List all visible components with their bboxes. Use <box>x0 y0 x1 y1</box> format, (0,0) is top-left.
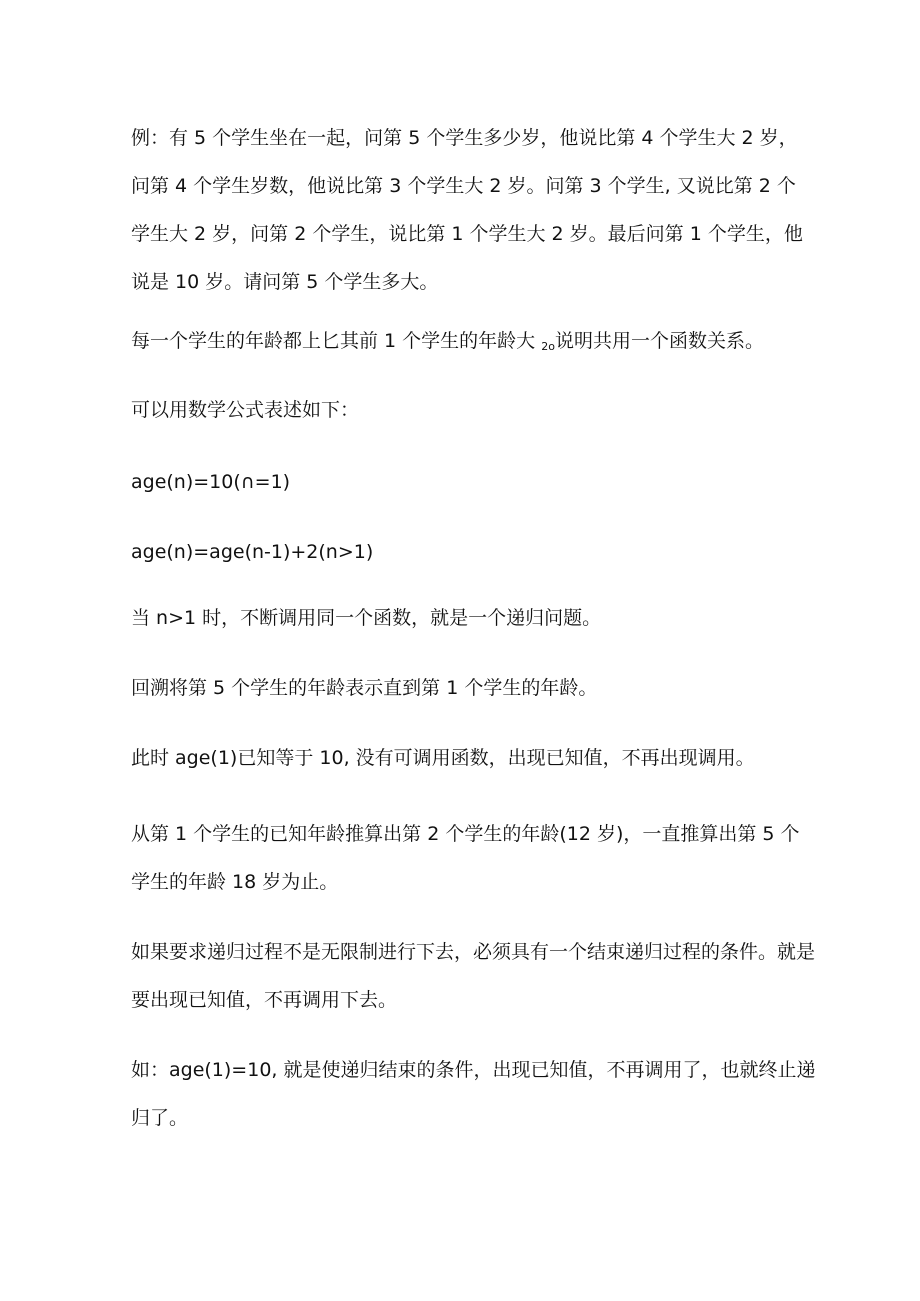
relation-text-after: 说明共用一个函数关系。 <box>554 330 764 352</box>
text-line: 此时 age(1)已知等于 10, 没有可调用函数，出现已知值，不再出现调用。 <box>131 747 755 769</box>
text-line: age(n)=age(n-1)+2(n>1) <box>131 541 374 563</box>
text-line: 要出现已知值，不再调用下去。 <box>131 989 398 1011</box>
paragraph-example <box>131 1046 816 1142</box>
paragraph-forward-compute <box>131 810 800 906</box>
text-line: 从第 1 个学生的已知年龄推算出第 2 个学生的年龄(12 岁)，一直推算出第 5 个 <box>131 823 800 845</box>
text-line: 可以用数学公式表述如下： <box>131 399 360 421</box>
relation-subscript: 2o <box>541 340 555 353</box>
text-line: 学生的年龄 18 岁为止。 <box>131 871 339 893</box>
paragraph-termination <box>131 928 816 1024</box>
paragraph-formula-intro <box>131 386 796 434</box>
paragraph-backtrack <box>131 664 796 712</box>
text-line: 学生大 2 岁，问第 2 个学生，说比第 1 个学生大 2 岁。最后问第 1 个学生，他 <box>131 223 803 245</box>
paragraph-known-value <box>131 734 796 782</box>
relation-text-before: 每一个学生的年龄都上匕其前 1 个学生的年龄大 <box>131 330 542 352</box>
text-line: 问第 4 个学生岁数，他说比第 3 个学生大 2 岁。问第 3 个学生, 又说比第 2 个 <box>131 175 796 197</box>
text-line: 说是 10 岁。请问第 5 个学生多大。 <box>131 271 439 293</box>
text-line: 当 n>1 时，不断调用同一个函数，就是一个递归问题。 <box>131 607 602 629</box>
formula-base-case <box>131 458 796 506</box>
paragraph-problem <box>131 114 803 306</box>
text-line: 归了。 <box>131 1107 189 1129</box>
text-line: 如：age(1)=10, 就是使递归结束的条件，出现已知值，不再调用了，也就终止递 <box>131 1059 816 1081</box>
paragraph-recursion <box>131 594 796 642</box>
text-line: 回溯将第 5 个学生的年龄表示直到第 1 个学生的年龄。 <box>131 677 598 699</box>
paragraph-relation <box>131 317 796 365</box>
text-line: 例：有 5 个学生坐在一起，问第 5 个学生多少岁，他说比第 4 个学生大 2 岁， <box>131 127 798 149</box>
text-line: age(n)=10(∩=1) <box>131 471 291 493</box>
text-line: 如果要求递归过程不是无限制进行下去，必须具有一个结束递归过程的条件。就是 <box>131 941 816 963</box>
text-line <box>131 317 796 365</box>
formula-recursive-case <box>131 528 796 576</box>
